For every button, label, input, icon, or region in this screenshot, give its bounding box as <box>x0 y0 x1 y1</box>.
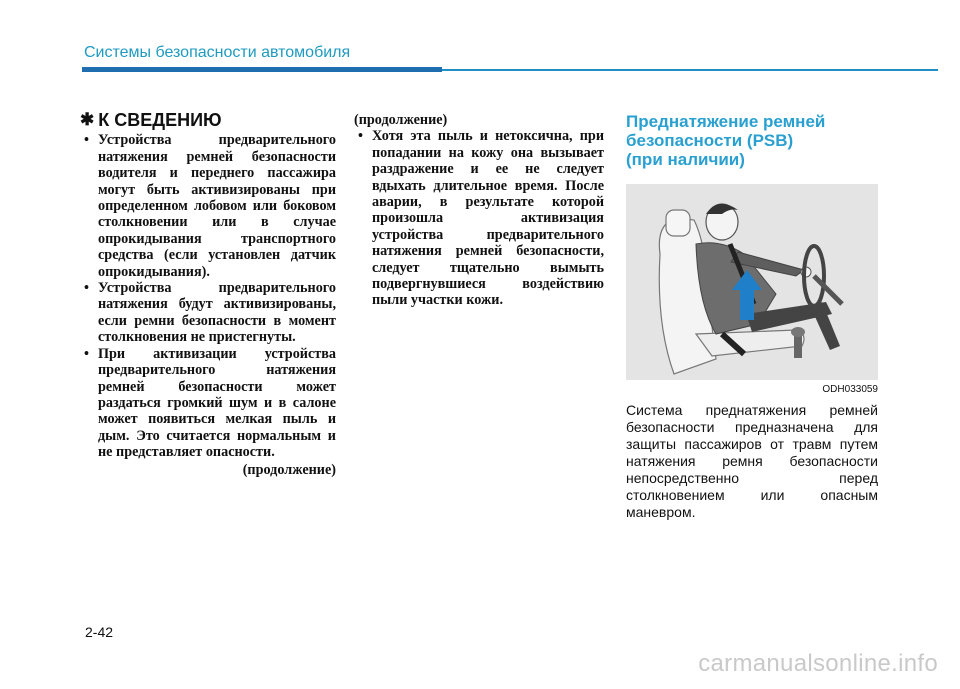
notice-list <box>80 132 336 460</box>
list-item: • Хотя эта пыль и нетоксична, при попадании на кожу она вызывает раздражение и ее не следует вдыхать длительное время. После аварии, в результате которой произошла активизация устройства предварительного натяжения ремней безопасности, следует тщательно вымыть подвергнувшиеся воздействию пыли участки кожи. <box>354 128 604 308</box>
figure-code: ODH033059 <box>822 384 878 395</box>
header-rule-dark <box>82 67 442 72</box>
psb-description: Система преднатяжения ремней безопасности предназначена для защиты пассажиров от травм путем натяжения ремня безопасности непосредственно перед столкновением или опасным маневром. <box>626 402 878 520</box>
list-item: • Устройства предварительного натяжения будут активизированы, если ремни безопасности в момент столкновения не пристегнуты. <box>80 280 336 346</box>
header-rule-light <box>442 69 938 71</box>
list-item: • Устройства предварительного натяжения ремней безопасности водителя и переднего пассажира могут быть активизированы при определенном лобовом или боковом столкновении или в случае опрокидывания транспортного средства (если установлен датчик опрокидывания). <box>80 132 336 280</box>
notice-title: К СВЕДЕНИЮ <box>98 110 222 130</box>
notice-continued-list <box>354 128 604 308</box>
notice-column <box>80 112 336 478</box>
continued-label: (продолжение) <box>242 461 336 478</box>
psb-column <box>626 112 878 521</box>
page-number: 2-42 <box>85 624 114 640</box>
notice-heading <box>80 112 336 128</box>
watermark-text: carmanualsonline.info <box>698 650 938 677</box>
section-header-title: Системы безопасности автомобиля <box>84 44 351 61</box>
notice-continued-column <box>354 112 604 309</box>
continued-label-top: (продолжение) <box>354 112 448 128</box>
seatbelt-illustration <box>626 184 878 380</box>
asterisk-star-icon: ✱ <box>80 110 95 129</box>
psb-title-line-2: безопасности (PSB) <box>626 131 794 150</box>
psb-title-line-1: Преднатяжение ремней <box>626 112 826 131</box>
psb-title-line-3: (при наличии) <box>626 150 745 169</box>
driver-seatbelt-drawing <box>626 184 878 380</box>
list-item: • При активизации устройства предварительного натяжения ремней безопасности может раздаться громкий шум и в салоне может появиться мелкая пыль и дым. Это считается нормальным и не представляет опасности. <box>80 346 336 461</box>
